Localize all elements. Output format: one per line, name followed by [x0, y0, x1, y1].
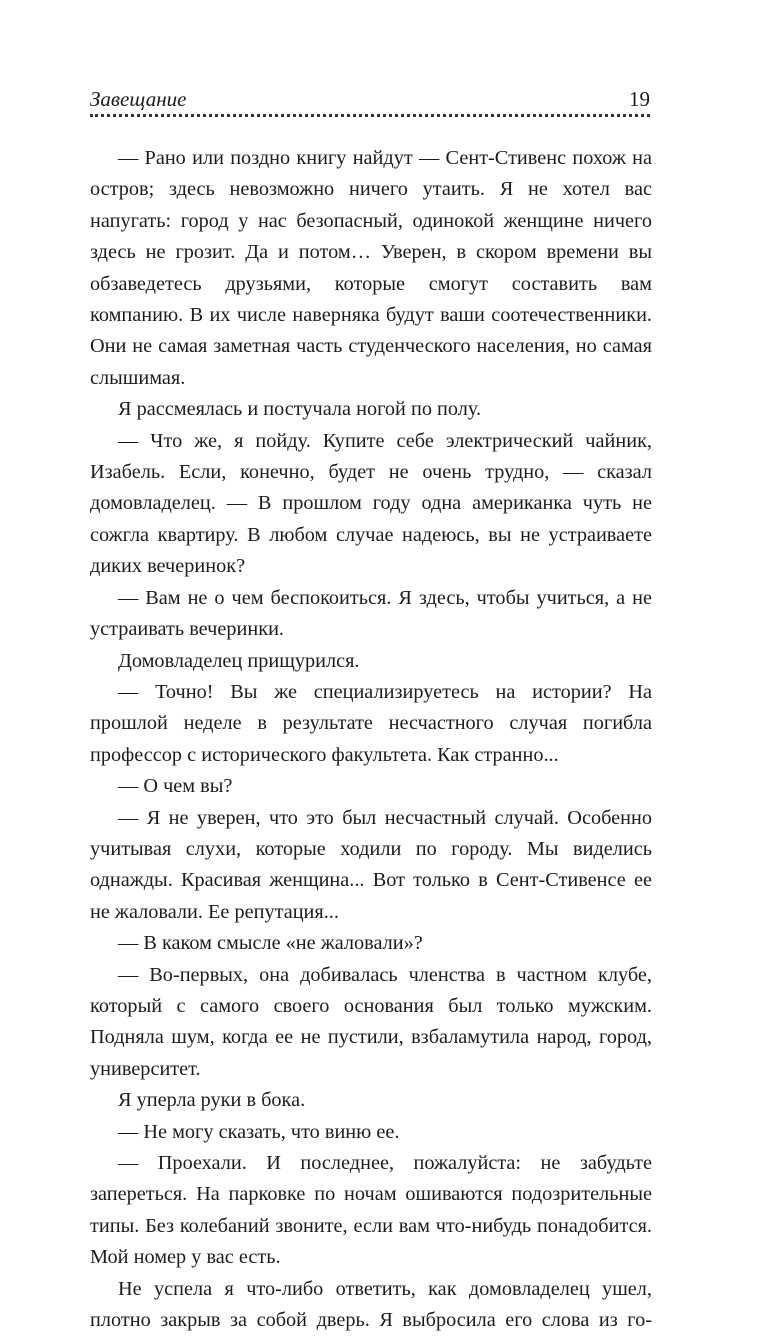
- paragraph: — В каком смысле «не жаловали»?: [118, 932, 423, 955]
- paragraph: — Проехали. И последнее, пожалуйста: не забудьте запереться. На парковке по ночам ошиваются подозрительные типы. Без колебаний звоните, если вам что-нибудь понадобится. Мой номер у вас есть.: [90, 1152, 652, 1269]
- page-number: 19: [629, 87, 650, 111]
- paragraph: — Во-первых, она добивалась членства в частном клубе, который с самого своего основания был только мужским. Подняла шум, когда ее не пустили, взбаламутила народ, город, университет.: [90, 963, 652, 1080]
- paragraph-continues: Не успела я что-либо ответить, как домовладелец ушел, плотно закрыв за собой дверь. Я выбросила его слова из го-: [90, 1277, 652, 1332]
- header-dotted-rule: [90, 114, 650, 117]
- running-header: [90, 86, 650, 116]
- paragraph: — Я не уверен, что это был несчастный случай. Особенно учитывая слухи, которые ходили по городу. Мы виделись однажды. Красивая женщина... Вот только в Сент-Стивенсе ее не жаловали. Ее репутация...: [90, 806, 652, 923]
- paragraph: Домовладелец прищурился.: [118, 649, 360, 672]
- body-text: [90, 143, 652, 1336]
- paragraph: Я рассмеялась и постучала ногой по полу.: [118, 398, 482, 421]
- paragraph: — Не могу сказать, что виню ее.: [118, 1120, 400, 1143]
- book-page: [90, 0, 652, 1332]
- paragraph: — Что же, я пойду. Купите себе электрический чайник, Изабель. Если, конечно, будет не очень трудно, — сказал домовладелец. — В прошлом году одна американка чуть не сожгла квартиру. В любом случае надеюсь, вы не устраиваете диких вечеринок?: [90, 429, 652, 578]
- paragraph: Я уперла руки в бока.: [118, 1089, 306, 1112]
- paragraph: — Точно! Вы же специализируетесь на истории? На прошлой неделе в результате несчастного случая погибла профессор с исторического факультета. Как странно...: [90, 680, 652, 766]
- running-title: Завещание: [90, 87, 187, 111]
- paragraph: — Вам не о чем беспокоиться. Я здесь, чтобы учиться, а не устраивать вечеринки.: [90, 586, 652, 641]
- paragraph: — Рано или поздно книгу найдут — Сент-Стивенс похож на остров; здесь невозможно ничего утаить. Я не хотел вас напугать: город у нас безопасный, одинокой женщине ничего здесь не грозит. Да и потом… Уверен, в скором времени вы обзаведетесь друзьями, которые смогут составить вам компанию. В их числе наверняка будут ваши соотечественники. Они не самая заметная часть студенческого населения, но самая слышимая.: [90, 147, 652, 389]
- paragraph: — О чем вы?: [118, 775, 233, 798]
